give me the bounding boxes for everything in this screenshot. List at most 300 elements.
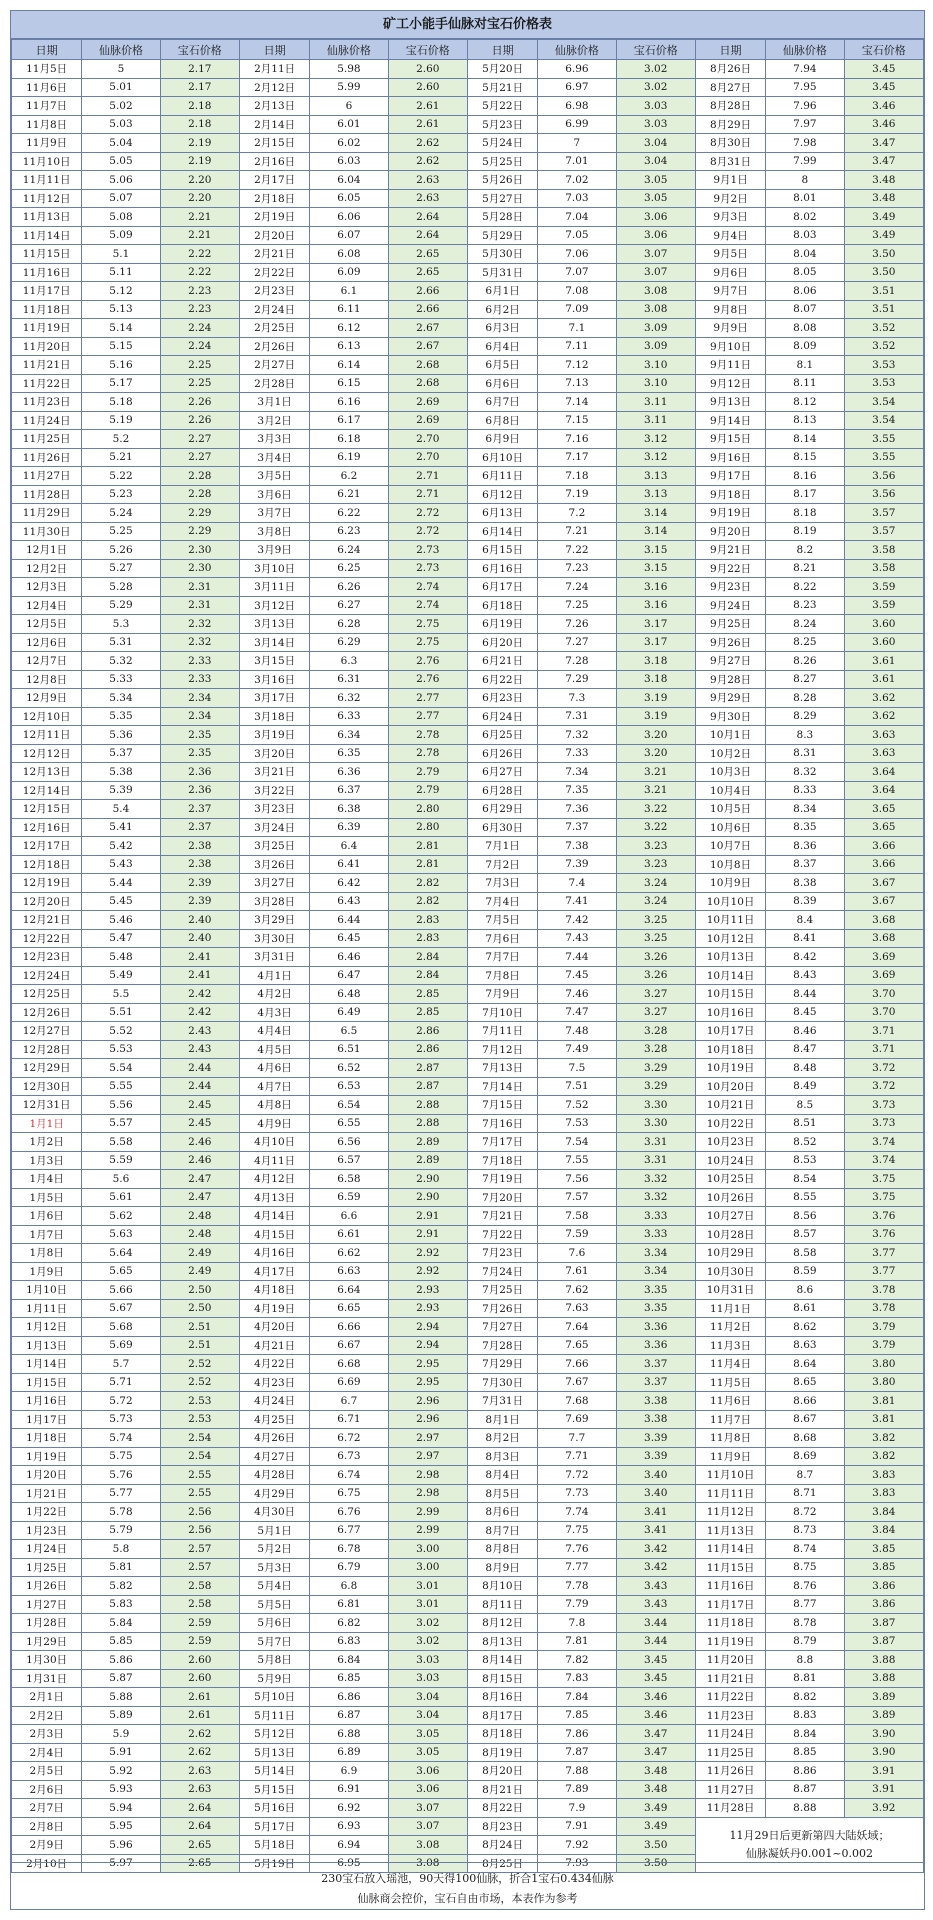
date-cell: 3月13日 (239, 615, 309, 634)
date-cell: 8月4日 (467, 1466, 537, 1485)
date-cell: 4月13日 (239, 1188, 309, 1207)
xianmai-price-cell: 5.59 (82, 1151, 160, 1170)
gem-price-cell: 3.77 (844, 1262, 923, 1281)
xianmai-price-cell: 7.06 (538, 245, 616, 264)
table-row (12, 319, 924, 338)
date-cell: 9月30日 (695, 707, 765, 726)
date-cell: 11月8日 (695, 1429, 765, 1448)
xianmai-price-cell: 7.52 (538, 1096, 616, 1115)
date-cell: 12月24日 (12, 966, 82, 985)
date-cell: 8月16日 (467, 1688, 537, 1707)
gem-price-cell: 3.58 (844, 541, 923, 560)
date-cell: 8月25日 (467, 1854, 537, 1873)
date-cell: 11月7日 (12, 97, 82, 116)
table-row (12, 948, 924, 967)
table-row (12, 1651, 924, 1670)
gem-price-cell: 3.49 (844, 208, 923, 227)
xianmai-price-cell: 5.45 (82, 892, 160, 911)
gem-price-cell: 2.67 (388, 337, 467, 356)
xianmai-price-cell: 6.85 (310, 1669, 388, 1688)
gem-price-cell: 2.73 (388, 541, 467, 560)
xianmai-price-cell: 5.15 (82, 337, 160, 356)
date-cell: 2月11日 (239, 60, 309, 79)
date-cell: 9月23日 (695, 578, 765, 597)
table-row (12, 171, 924, 190)
date-cell: 11月21日 (12, 356, 82, 375)
xianmai-price-cell: 8.64 (766, 1355, 844, 1374)
date-cell: 4月19日 (239, 1299, 309, 1318)
xianmai-price-cell: 5.48 (82, 948, 160, 967)
table-row (12, 448, 924, 467)
gem-price-cell: 2.45 (160, 1096, 239, 1115)
gem-price-cell: 2.90 (388, 1170, 467, 1189)
gem-price-cell: 3.66 (844, 837, 923, 856)
gem-price-cell: 3.74 (844, 1133, 923, 1152)
date-cell: 5月10日 (239, 1688, 309, 1707)
gem-price-cell: 3.23 (616, 855, 695, 874)
gem-price-cell: 2.48 (160, 1225, 239, 1244)
table-row (12, 152, 924, 171)
header-xianmai-price: 仙脉价格 (310, 40, 388, 60)
xianmai-price-cell: 6.99 (538, 115, 616, 134)
gem-price-cell: 3.36 (616, 1336, 695, 1355)
date-cell: 11月15日 (695, 1558, 765, 1577)
gem-price-cell: 3.11 (616, 393, 695, 412)
gem-price-cell: 2.17 (160, 60, 239, 79)
gem-price-cell: 2.35 (160, 744, 239, 763)
gem-price-cell: 3.55 (844, 448, 923, 467)
date-cell: 5月7日 (239, 1632, 309, 1651)
table-row (12, 874, 924, 893)
gem-price-cell: 3.69 (844, 948, 923, 967)
date-cell: 3月17日 (239, 689, 309, 708)
gem-price-cell: 2.40 (160, 929, 239, 948)
table-row (12, 1595, 924, 1614)
xianmai-price-cell: 7.44 (538, 948, 616, 967)
date-cell: 5月17日 (239, 1817, 309, 1836)
gem-price-cell: 3.37 (616, 1373, 695, 1392)
gem-price-cell: 2.67 (388, 319, 467, 338)
date-cell: 8月1日 (467, 1410, 537, 1429)
xianmai-price-cell: 7.88 (538, 1762, 616, 1781)
table-row (12, 263, 924, 282)
date-cell: 9月18日 (695, 485, 765, 504)
table-row (12, 652, 924, 671)
xianmai-price-cell: 8.2 (766, 541, 844, 560)
gem-price-cell: 2.62 (160, 1725, 239, 1744)
gem-price-cell: 2.56 (160, 1503, 239, 1522)
date-cell: 2月17日 (239, 171, 309, 190)
gem-price-cell: 2.58 (160, 1595, 239, 1614)
table-row (12, 1059, 924, 1078)
xianmai-price-cell: 6.72 (310, 1429, 388, 1448)
xianmai-price-cell: 8.07 (766, 300, 844, 319)
date-cell: 10月7日 (695, 837, 765, 856)
table-row (12, 1743, 924, 1762)
date-cell: 11月21日 (695, 1669, 765, 1688)
date-cell: 4月1日 (239, 966, 309, 985)
gem-price-cell: 3.17 (616, 633, 695, 652)
gem-price-cell: 3.45 (616, 1669, 695, 1688)
gem-price-cell: 3.85 (844, 1558, 923, 1577)
xianmai-price-cell: 7.31 (538, 707, 616, 726)
xianmai-price-cell: 5.29 (82, 596, 160, 615)
xianmai-price-cell: 8.8 (766, 1651, 844, 1670)
xianmai-price-cell: 8.61 (766, 1299, 844, 1318)
xianmai-price-cell: 8.24 (766, 615, 844, 634)
gem-price-cell: 3.22 (616, 800, 695, 819)
table-row (12, 134, 924, 153)
gem-price-cell: 2.63 (388, 189, 467, 208)
date-cell: 1月19日 (12, 1447, 82, 1466)
date-cell: 6月26日 (467, 744, 537, 763)
xianmai-price-cell: 5.94 (82, 1799, 160, 1818)
xianmai-price-cell: 5.92 (82, 1762, 160, 1781)
date-cell: 6月7日 (467, 393, 537, 412)
gem-price-cell: 2.21 (160, 208, 239, 227)
table-row (12, 892, 924, 911)
gem-price-cell: 3.51 (844, 300, 923, 319)
gem-price-cell: 2.33 (160, 652, 239, 671)
xianmai-price-cell: 7.03 (538, 189, 616, 208)
table-row (12, 1336, 924, 1355)
xianmai-price-cell: 5.42 (82, 837, 160, 856)
gem-price-cell: 2.92 (388, 1244, 467, 1263)
gem-price-cell: 3.86 (844, 1595, 923, 1614)
gem-price-cell: 3.33 (616, 1225, 695, 1244)
xianmai-price-cell: 6.29 (310, 633, 388, 652)
gem-price-cell: 2.91 (388, 1225, 467, 1244)
table-row (12, 522, 924, 541)
xianmai-price-cell: 6.34 (310, 726, 388, 745)
xianmai-price-cell: 5.77 (82, 1484, 160, 1503)
date-cell: 11月26日 (695, 1762, 765, 1781)
xianmai-price-cell: 8.72 (766, 1503, 844, 1522)
date-cell: 3月29日 (239, 911, 309, 930)
xianmai-price-cell: 7.64 (538, 1318, 616, 1337)
gem-price-cell: 3.78 (844, 1299, 923, 1318)
table-row (12, 189, 924, 208)
xianmai-price-cell: 8.25 (766, 633, 844, 652)
date-cell: 9月1日 (695, 171, 765, 190)
xianmai-price-cell: 8.48 (766, 1059, 844, 1078)
xianmai-price-cell: 6.21 (310, 485, 388, 504)
xianmai-price-cell: 6.89 (310, 1743, 388, 1762)
xianmai-price-cell: 7.36 (538, 800, 616, 819)
date-cell: 11月6日 (695, 1392, 765, 1411)
date-cell: 1月8日 (12, 1244, 82, 1263)
date-cell: 4月20日 (239, 1318, 309, 1337)
xianmai-price-cell: 7.39 (538, 855, 616, 874)
gem-price-cell: 2.49 (160, 1262, 239, 1281)
date-cell: 12月31日 (12, 1096, 82, 1115)
date-cell: 11月3日 (695, 1336, 765, 1355)
table-row (12, 1077, 924, 1096)
date-cell: 11月5日 (695, 1373, 765, 1392)
xianmai-price-cell: 8.11 (766, 374, 844, 393)
gem-price-cell: 3.03 (616, 115, 695, 134)
gem-price-cell: 2.58 (160, 1577, 239, 1596)
header-xianmai-price: 仙脉价格 (82, 40, 160, 60)
gem-price-cell: 3.28 (616, 1022, 695, 1041)
date-cell: 9月22日 (695, 559, 765, 578)
gem-price-cell: 2.85 (388, 1003, 467, 1022)
date-cell: 6月25日 (467, 726, 537, 745)
xianmai-price-cell: 6.26 (310, 578, 388, 597)
date-cell: 6月22日 (467, 670, 537, 689)
gem-price-cell: 3.69 (844, 966, 923, 985)
xianmai-price-cell: 8.06 (766, 282, 844, 301)
table-row (12, 1151, 924, 1170)
date-cell: 9月3日 (695, 208, 765, 227)
gem-price-cell: 3.63 (844, 744, 923, 763)
gem-price-cell: 3.78 (844, 1281, 923, 1300)
date-cell: 4月15日 (239, 1225, 309, 1244)
gem-price-cell: 3.29 (616, 1077, 695, 1096)
xianmai-price-cell: 5.51 (82, 1003, 160, 1022)
date-cell: 6月15日 (467, 541, 537, 560)
gem-price-cell: 3.35 (616, 1281, 695, 1300)
date-cell: 11月8日 (12, 115, 82, 134)
date-cell: 12月11日 (12, 726, 82, 745)
gem-price-cell: 2.26 (160, 393, 239, 412)
gem-price-cell: 2.99 (388, 1503, 467, 1522)
gem-price-cell: 3.64 (844, 763, 923, 782)
table-row (12, 1484, 924, 1503)
xianmai-price-cell: 7.3 (538, 689, 616, 708)
xianmai-price-cell: 6.27 (310, 596, 388, 615)
table-row (12, 1318, 924, 1337)
gem-price-cell: 2.76 (388, 652, 467, 671)
xianmai-price-cell: 5.34 (82, 689, 160, 708)
xianmai-price-cell: 7.42 (538, 911, 616, 930)
xianmai-price-cell: 8.21 (766, 559, 844, 578)
date-cell: 10月6日 (695, 818, 765, 837)
xianmai-price-cell: 8.05 (766, 263, 844, 282)
xianmai-price-cell: 8 (766, 171, 844, 190)
gem-price-cell: 2.18 (160, 97, 239, 116)
xianmai-price-cell: 6.87 (310, 1706, 388, 1725)
gem-price-cell: 3.84 (844, 1521, 923, 1540)
date-cell: 12月25日 (12, 985, 82, 1004)
xianmai-price-cell: 7.65 (538, 1336, 616, 1355)
xianmai-price-cell: 6.75 (310, 1484, 388, 1503)
date-cell: 4月10日 (239, 1133, 309, 1152)
date-cell: 8月31日 (695, 152, 765, 171)
xianmai-price-cell: 6.43 (310, 892, 388, 911)
gem-price-cell: 2.61 (160, 1688, 239, 1707)
xianmai-price-cell: 8.23 (766, 596, 844, 615)
date-cell: 12月27日 (12, 1022, 82, 1041)
xianmai-price-cell: 8.53 (766, 1151, 844, 1170)
gem-price-cell: 2.59 (160, 1632, 239, 1651)
xianmai-price-cell: 7.66 (538, 1355, 616, 1374)
date-cell: 10月20日 (695, 1077, 765, 1096)
xianmai-price-cell: 5.72 (82, 1392, 160, 1411)
xianmai-price-cell: 5.32 (82, 652, 160, 671)
gem-price-cell: 3.00 (388, 1558, 467, 1577)
xianmai-price-cell: 5.23 (82, 485, 160, 504)
xianmai-price-cell: 5.9 (82, 1725, 160, 1744)
date-cell: 11月25日 (12, 430, 82, 449)
gem-price-cell: 3.39 (616, 1447, 695, 1466)
gem-price-cell: 2.97 (388, 1447, 467, 1466)
date-cell: 8月20日 (467, 1762, 537, 1781)
gem-price-cell: 2.85 (388, 985, 467, 1004)
gem-price-cell: 3.67 (844, 892, 923, 911)
gem-price-cell: 3.22 (616, 818, 695, 837)
table-row (12, 393, 924, 412)
gem-price-cell: 3.79 (844, 1318, 923, 1337)
gem-price-cell: 3.81 (844, 1410, 923, 1429)
gem-price-cell: 3.48 (616, 1780, 695, 1799)
gem-price-cell: 2.87 (388, 1059, 467, 1078)
gem-price-cell: 3.58 (844, 559, 923, 578)
xianmai-price-cell: 8.62 (766, 1318, 844, 1337)
gem-price-cell: 3.13 (616, 467, 695, 486)
gem-price-cell: 3.21 (616, 763, 695, 782)
header-date: 日期 (695, 40, 765, 60)
xianmai-price-cell: 8.78 (766, 1614, 844, 1633)
gem-price-cell: 3.68 (844, 911, 923, 930)
xianmai-price-cell: 6.36 (310, 763, 388, 782)
gem-price-cell: 3.13 (616, 485, 695, 504)
date-cell: 11月29日 (12, 504, 82, 523)
xianmai-price-cell: 8.37 (766, 855, 844, 874)
xianmai-price-cell: 6.23 (310, 522, 388, 541)
table-row (12, 541, 924, 560)
date-cell: 4月17日 (239, 1262, 309, 1281)
date-cell: 9月15日 (695, 430, 765, 449)
gem-price-cell: 3.38 (616, 1392, 695, 1411)
xianmai-price-cell: 7.6 (538, 1244, 616, 1263)
price-sheet (10, 10, 925, 1910)
date-cell: 8月7日 (467, 1521, 537, 1540)
gem-price-cell: 2.25 (160, 356, 239, 375)
date-cell: 5月1日 (239, 1521, 309, 1540)
date-cell: 7月10日 (467, 1003, 537, 1022)
xianmai-price-cell: 7.58 (538, 1207, 616, 1226)
gem-price-cell: 3.10 (616, 356, 695, 375)
gem-price-cell: 2.24 (160, 319, 239, 338)
date-cell: 1月11日 (12, 1299, 82, 1318)
table-row (12, 1355, 924, 1374)
xianmai-price-cell: 7.75 (538, 1521, 616, 1540)
date-cell: 12月19日 (12, 874, 82, 893)
xianmai-price-cell: 5.35 (82, 707, 160, 726)
xianmai-price-cell: 8.87 (766, 1780, 844, 1799)
xianmai-price-cell: 6.94 (310, 1836, 388, 1855)
xianmai-price-cell: 8.19 (766, 522, 844, 541)
table-row (12, 1614, 924, 1633)
gem-price-cell: 2.48 (160, 1207, 239, 1226)
date-cell: 10月28日 (695, 1225, 765, 1244)
gem-price-cell: 2.71 (388, 467, 467, 486)
price-table (11, 39, 924, 1873)
date-cell: 11月15日 (12, 245, 82, 264)
date-cell: 3月24日 (239, 818, 309, 837)
xianmai-price-cell: 6.05 (310, 189, 388, 208)
gem-price-cell: 3.43 (616, 1577, 695, 1596)
date-cell: 2月18日 (239, 189, 309, 208)
xianmai-price-cell: 7.11 (538, 337, 616, 356)
gem-price-cell: 3.27 (616, 985, 695, 1004)
xianmai-price-cell: 6.51 (310, 1040, 388, 1059)
gem-price-cell: 3.52 (844, 337, 923, 356)
gem-price-cell: 3.60 (844, 633, 923, 652)
xianmai-price-cell: 7.94 (766, 60, 844, 79)
xianmai-price-cell: 5.61 (82, 1188, 160, 1207)
gem-price-cell: 3.16 (616, 578, 695, 597)
date-cell: 6月4日 (467, 337, 537, 356)
gem-price-cell: 3.35 (616, 1299, 695, 1318)
gem-price-cell: 2.70 (388, 448, 467, 467)
xianmai-price-cell: 5.62 (82, 1207, 160, 1226)
xianmai-price-cell: 6.2 (310, 467, 388, 486)
xianmai-price-cell: 7.68 (538, 1392, 616, 1411)
xianmai-price-cell: 5.88 (82, 1688, 160, 1707)
date-cell: 4月7日 (239, 1077, 309, 1096)
date-cell: 10月8日 (695, 855, 765, 874)
gem-price-cell: 2.51 (160, 1318, 239, 1337)
gem-price-cell: 3.30 (616, 1114, 695, 1133)
table-row (12, 337, 924, 356)
date-cell: 11月1日 (695, 1299, 765, 1318)
table-row (12, 485, 924, 504)
xianmai-price-cell: 5.11 (82, 263, 160, 282)
header-gem-price: 宝石价格 (844, 40, 923, 60)
table-row (12, 1022, 924, 1041)
gem-price-cell: 2.60 (160, 1669, 239, 1688)
gem-price-cell: 2.51 (160, 1336, 239, 1355)
gem-price-cell: 3.86 (844, 1577, 923, 1596)
xianmai-price-cell: 6.9 (310, 1762, 388, 1781)
date-cell: 10月24日 (695, 1151, 765, 1170)
date-cell: 4月28日 (239, 1466, 309, 1485)
gem-price-cell: 2.71 (388, 485, 467, 504)
table-row (12, 1706, 924, 1725)
date-cell: 8月12日 (467, 1614, 537, 1633)
xianmai-price-cell: 7.18 (538, 467, 616, 486)
date-cell: 10月16日 (695, 1003, 765, 1022)
date-cell: 11月4日 (695, 1355, 765, 1374)
gem-price-cell: 2.31 (160, 578, 239, 597)
date-cell: 3月1日 (239, 393, 309, 412)
date-cell: 11月19日 (695, 1632, 765, 1651)
date-cell: 9月20日 (695, 522, 765, 541)
date-cell: 2月9日 (12, 1836, 82, 1855)
gem-price-cell: 3.06 (388, 1762, 467, 1781)
date-cell: 7月26日 (467, 1299, 537, 1318)
xianmai-price-cell: 6.73 (310, 1447, 388, 1466)
gem-price-cell: 2.33 (160, 670, 239, 689)
xianmai-price-cell: 6.84 (310, 1651, 388, 1670)
date-cell: 6月6日 (467, 374, 537, 393)
date-cell: 4月26日 (239, 1429, 309, 1448)
xianmai-price-cell: 7.38 (538, 837, 616, 856)
date-cell: 3月3日 (239, 430, 309, 449)
date-cell: 11月7日 (695, 1410, 765, 1429)
date-cell: 7月21日 (467, 1207, 537, 1226)
gem-price-cell: 2.82 (388, 874, 467, 893)
gem-price-cell: 3.05 (616, 189, 695, 208)
xianmai-price-cell: 6.11 (310, 300, 388, 319)
table-row (12, 966, 924, 985)
date-cell: 3月20日 (239, 744, 309, 763)
xianmai-price-cell: 7.08 (538, 282, 616, 301)
gem-price-cell: 3.72 (844, 1077, 923, 1096)
date-cell: 12月12日 (12, 744, 82, 763)
